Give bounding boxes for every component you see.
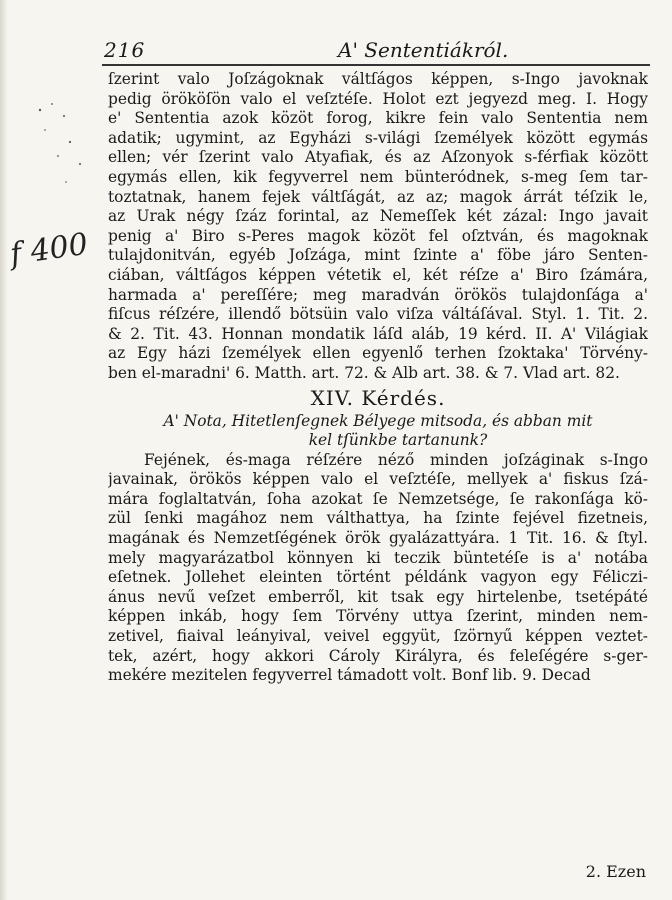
text-line: ellen; vér ſzerint valo Atyafiak, és az Aſzonyok s-férfiak között: [108, 148, 648, 167]
paragraph-block-2: [108, 451, 648, 686]
text-line: az Egy házi ſzemélyek ellen egyenlő terhen ſzoktaka' Törvény-: [108, 344, 648, 363]
section-heading: XIV. Kérdés.: [310, 385, 446, 410]
text-line: az Urak négy ſzáz forintal, az Nemeſſek két zázal: Ingo javait: [108, 207, 648, 226]
page-number: 216: [104, 38, 146, 62]
text-line: tek, azért, hogy akkori Cároly Királyra, és feleſégére s-ger-: [108, 646, 648, 665]
text-line: mely magyarázatbol könnyen ki teczik büntetéſe is a' notába: [108, 548, 648, 567]
question-line-1: A' Nota, Hitetlenſegnek Bélyege mitsoda, és abban mit: [163, 411, 593, 430]
handwritten-margin-note: f 400: [7, 226, 90, 273]
ink-specks-decoration: [30, 90, 100, 210]
body-text: [108, 70, 648, 686]
text-line: ánus nevű veſzet emberről, kit tsak egy hirtelenbe, tsetépáté: [108, 587, 648, 606]
text-line: Fejének, és-maga réſzére néző minden joſzáginak s-Ingo: [144, 450, 648, 469]
text-line: egymás ellen, kik fegyverrel nem bünteródnek, s-meg ſem tar-: [108, 167, 648, 186]
text-line: e' Sententia azok közöt forog, kikre fein valo Sententia nem: [108, 109, 648, 128]
text-line: magának és Nemzetſégének örök gyalázattyára. 1 Tit. 16. & ſtyl.: [108, 529, 648, 548]
text-line: ſzerint valo Joſzágoknak váltſágos képpen, s-Ingo javoknak: [108, 70, 648, 88]
text-line: fiſcus réſzére, illendő bötsüin valo viſza váltáſával. Styl. 1. Tit. 2.: [108, 305, 648, 324]
text-line: eſetnek. Jollehet eleinten történt példánk vagyon egy Féliczi-: [108, 568, 648, 587]
text-line: penig a' Biro s-Peres magok közöt fel oſztván, és magoknak: [108, 226, 648, 245]
text-line: tulajdonitván, egyéb Joſzága, mint ſzinte a' föbe járo Senten-: [108, 246, 648, 265]
paragraph-block-1: [108, 70, 648, 384]
text-line: & 2. Tit. 43. Honnan mondatik láſd aláb, 19 kérd. II. A' Világiak: [108, 324, 648, 343]
text-line: pedig örököſön valo el veſztéſe. Holot ezt jegyezd meg. I. Hogy: [108, 89, 648, 108]
header-rule: [102, 64, 650, 66]
running-head: A' Sententiákról.: [338, 38, 509, 62]
text-line: ciában, váltſágos képpen vétetik el, két réſze a' Biro ſzámára,: [108, 265, 648, 284]
question-text: [108, 412, 648, 451]
catchword: 2. Ezen: [585, 862, 646, 881]
text-line: zül ſenki magához nem válthattya, ha ſzinte fejével fizetneis,: [108, 509, 648, 528]
text-line: ben el-maradni' 6. Matth. art. 72. & Alb art. 38. & 7. Vlad art. 82.: [108, 363, 620, 382]
page-edge-shadow: [0, 0, 8, 900]
question-line-2: kel tſünkbe tartanunk?: [308, 431, 488, 450]
text-line: toztatnak, hanem fejek váltſágát, az az; magok árrát téſzik le,: [108, 187, 648, 206]
text-line: képpen inkáb, hogy ſem Törvény uttya ſzerint, minden nem-: [108, 607, 648, 626]
page-header: [102, 34, 650, 68]
text-line: mekére mezitelen fegyverrel támadott volt. Bonf lib. 9. Decad: [108, 666, 591, 685]
text-line: adatik; ugymint, az Egyházi s-világi ſzemélyek között egymás: [108, 128, 648, 147]
text-line: javainak, örökös képpen valo el veſztéſe, mellyek a' fiskus ſzá-: [108, 470, 648, 489]
text-line: mára foglaltatván, ſoha azokat ſe Nemzetsége, ſe rakonſága kö-: [108, 489, 648, 508]
text-line: harmada a' pereſſére; meg maradván örökös tulajdonſága a': [108, 285, 648, 304]
text-line: zetivel, fiaival leányival, veivel eggyüt, ſzörnyű képpen veztet-: [108, 627, 648, 646]
